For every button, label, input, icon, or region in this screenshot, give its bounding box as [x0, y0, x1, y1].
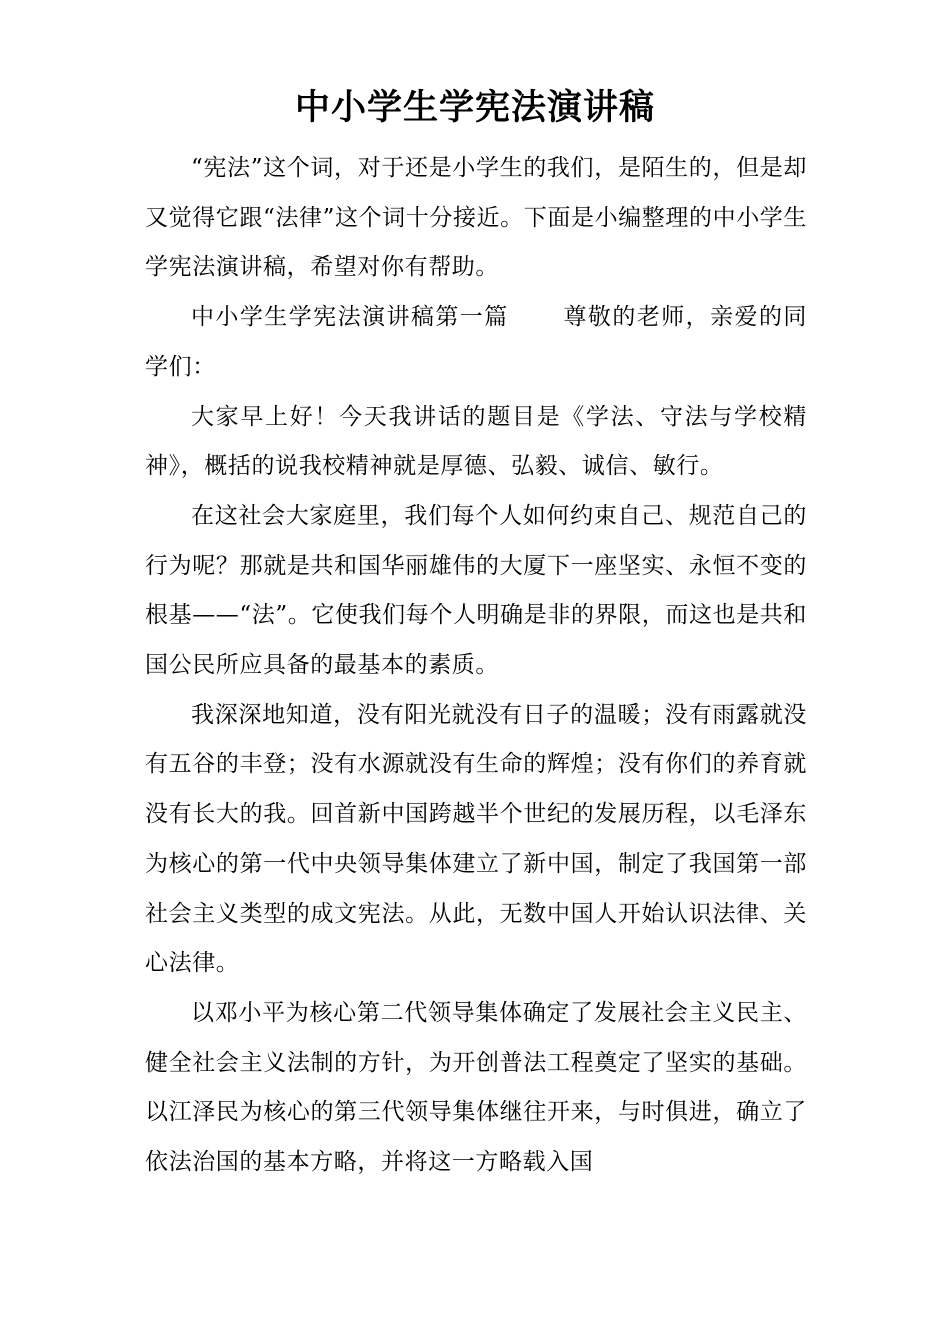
salutation: 尊敬的老师，亲爱的同学们：: [145, 304, 807, 380]
paragraph-greeting: 大家早上好！今天我讲话的题目是《学法、守法与学校精神》，概括的说我校精神就是厚德、弘毅、诚信、敏行。: [145, 403, 807, 480]
paragraph-history: 我深深地知道，没有阳光就没有日子的温暖；没有雨露就没有五谷的丰登；没有水源就没有生命的辉煌；没有你们的养育就没有长大的我。回首新中国跨越半个世纪的发展历程，以毛泽东为核心的第一代中央领导集体建立了新中国，制定了我国第一部社会主义类型的成文宪法。从此，无数中国人开始认识法律、关心法律。: [145, 701, 807, 977]
paragraph-intro: “宪法”这个词，对于还是小学生的我们，是陌生的，但是却又觉得它跟“法律”这个词十分接近。下面是小编整理的中小学生学宪法演讲稿，希望对你有帮助。: [145, 155, 807, 281]
paragraph-section-heading: [145, 293, 807, 392]
document-title: 中小学生学宪法演讲稿: [294, 87, 655, 128]
document-body: [145, 144, 807, 1188]
section-heading: 中小学生学宪法演讲稿第一篇: [191, 304, 509, 331]
paragraph-society: 在这社会大家庭里，我们每个人如何约束自己、规范自己的行为呢？那就是共和国华丽雄伟的大厦下一座坚实、永恒不变的根基——“法”。它使我们每个人明确是非的界限，而这也是共和国公民所应具备的最基本的素质。: [145, 502, 807, 679]
paragraph-deng-xiaoping: 以邓小平为核心第二代领导集体确定了发展社会主义民主、健全社会主义法制的方针，为开创普法工程奠定了坚实的基础。以江泽民为核心的第三代领导集体继往开来，与时俱进，确立了依法治国的基本方略，并将这一方略载入国: [145, 999, 807, 1176]
